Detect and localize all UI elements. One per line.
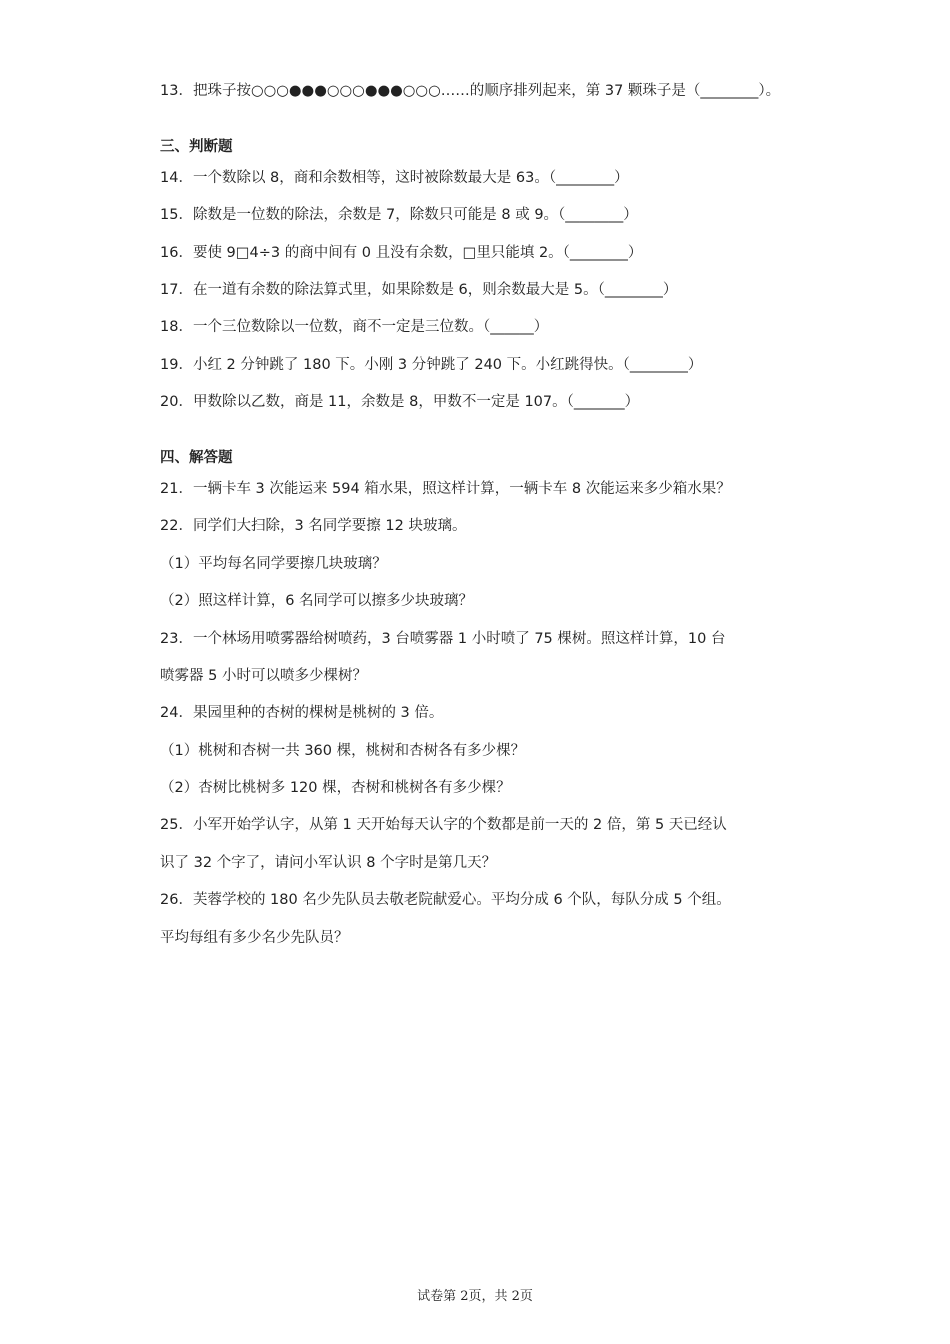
- section-title-answer: 四、解答题: [160, 450, 233, 466]
- question-24-part-1: （1）桃树和杏树一共 360 棵，桃树和杏树各有多少棵？: [160, 743, 526, 759]
- question-16: 16．要使 9□4÷3 的商中间有 0 且没有余数，□里只能填 2。（________）: [160, 245, 643, 261]
- question-25-line-1: 25．小军开始学认字，从第 1 天开始每天认字的个数都是前一天的 2 倍，第 5 天已经认: [160, 817, 727, 833]
- section-title-judgement: 三、判断题: [160, 139, 233, 155]
- question-15: 15．除数是一位数的除法，余数是 7，除数只可能是 8 或 9。（________）: [160, 207, 638, 223]
- question-24-part-2: （2）杏树比桃树多 120 棵，杏树和桃树各有多少棵？: [160, 780, 511, 796]
- page-footer: 试卷第 2页，共 2页: [417, 1289, 533, 1304]
- question-14: 14．一个数除以 8，商和余数相等，这时被除数最大是 63。（________）: [160, 170, 629, 186]
- question-18: 18．一个三位数除以一位数，商不一定是三位数。（______）: [160, 319, 549, 335]
- question-21: 21．一辆卡车 3 次能运来 594 箱水果，照这样计算，一辆卡车 8 次能运来多少箱水果？: [160, 481, 731, 497]
- question-23-line-1: 23．一个林场用喷雾器给树喷药，3 台喷雾器 1 小时喷了 75 棵树。照这样计算，10 台: [160, 631, 726, 647]
- question-22-part-2: （2）照这样计算，6 名同学可以擦多少块玻璃？: [160, 593, 474, 609]
- question-26-line-2: 平均每组有多少名少先队员？: [160, 930, 349, 946]
- question-25-line-2: 识了 32 个字了，请问小军认识 8 个字时是第几天？: [160, 855, 497, 871]
- question-23-line-2: 喷雾器 5 小时可以喷多少棵树？: [160, 668, 367, 684]
- question-17: 17．在一道有余数的除法算式里，如果除数是 6，则余数最大是 5。（________）: [160, 282, 678, 298]
- question-13: 13．把珠子按○○○●●●○○○●●●○○○……的顺序排列起来，第 37 颗珠子是（________）。: [160, 83, 781, 99]
- question-22: 22．同学们大扫除，3 名同学要擦 12 块玻璃。: [160, 518, 467, 534]
- question-19: 19．小红 2 分钟跳了 180 下。小刚 3 分钟跳了 240 下。小红跳得快。（________）: [160, 357, 703, 373]
- question-26-line-1: 26．芙蓉学校的 180 名少先队员去敬老院献爱心。平均分成 6 个队，每队分成 5 个组。: [160, 892, 731, 908]
- question-20: 20．甲数除以乙数，商是 11，余数是 8，甲数不一定是 107。（_______）: [160, 394, 640, 410]
- question-24: 24．果园里种的杏树的棵树是桃树的 3 倍。: [160, 705, 444, 721]
- question-22-part-1: （1）平均每名同学要擦几块玻璃？: [160, 556, 387, 572]
